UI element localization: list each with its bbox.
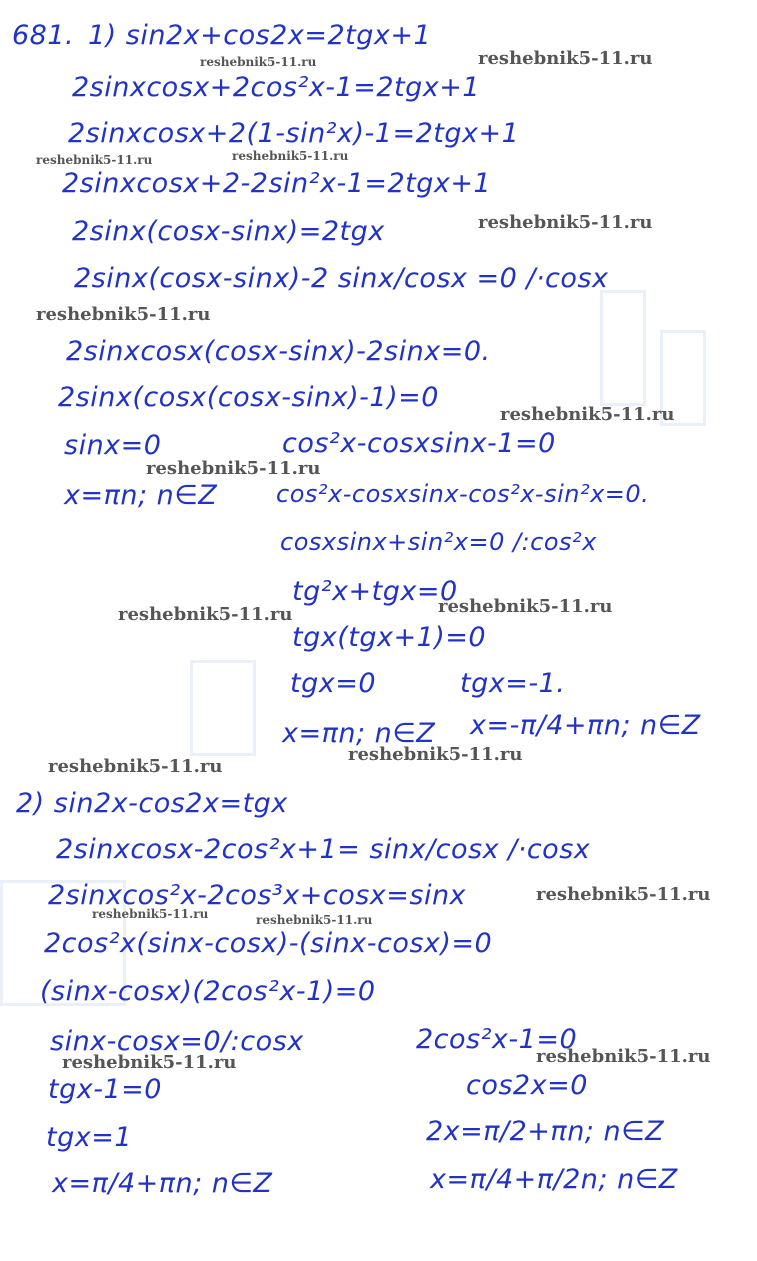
part2-line: sinx-cosx=0/:cosx <box>50 1026 304 1057</box>
watermark: reshebnik5-11.ru <box>36 153 153 167</box>
part1-line: tgx(tgx+1)=0 <box>292 622 487 653</box>
watermark: reshebnik5-11.ru <box>118 604 293 625</box>
part2-line: 2) sin2x-cos2x=tgx <box>16 788 288 819</box>
part2-line: x=π/4+πn; n∈Z <box>52 1168 273 1199</box>
part1-line: 2sinxcosx+2cos²x-1=2tgx+1 <box>72 72 481 103</box>
part2-line: 2sinxcos²x-2cos³x+cosx=sinx <box>48 880 467 911</box>
part1-line: tgx=0 <box>290 668 377 699</box>
watermark: reshebnik5-11.ru <box>478 212 653 233</box>
part1-line: 2sinx(cosx(cosx-sinx)-1)=0 <box>58 382 439 413</box>
part2-line: tgx=1 <box>46 1122 133 1153</box>
background-texture <box>190 660 256 756</box>
part1-line: cos²x-cosxsinx-cos²x-sin²x=0. <box>276 480 650 508</box>
watermark: reshebnik5-11.ru <box>92 907 209 921</box>
watermark: reshebnik5-11.ru <box>62 1052 237 1073</box>
watermark: reshebnik5-11.ru <box>536 884 711 905</box>
watermark: reshebnik5-11.ru <box>478 48 653 69</box>
problem-number: 681. <box>12 20 75 51</box>
part1-line: cosxsinx+sin²x=0 /:cos²x <box>280 528 597 556</box>
watermark: reshebnik5-11.ru <box>500 404 675 425</box>
watermark: reshebnik5-11.ru <box>232 149 349 163</box>
watermark: reshebnik5-11.ru <box>48 756 223 777</box>
watermark: reshebnik5-11.ru <box>256 913 373 927</box>
background-texture <box>600 290 646 406</box>
part2-line: (sinx-cosx)(2cos²x-1)=0 <box>40 976 376 1007</box>
watermark: reshebnik5-11.ru <box>146 458 321 479</box>
watermark: reshebnik5-11.ru <box>348 744 523 765</box>
part2-line: 2cos²x-1=0 <box>416 1024 578 1055</box>
part1-line: x=πn; n∈Z <box>282 718 436 749</box>
part2-line: cos2x=0 <box>466 1070 588 1101</box>
part1-line: 2sinxcosx(cosx-sinx)-2sinx=0. <box>66 336 491 367</box>
part2-line: tgx-1=0 <box>48 1074 162 1105</box>
watermark: reshebnik5-11.ru <box>438 596 613 617</box>
watermark: reshebnik5-11.ru <box>36 304 211 325</box>
part1-line: x=-π/4+πn; n∈Z <box>470 710 701 741</box>
part1-line: x=πn; n∈Z <box>64 480 218 511</box>
watermark: reshebnik5-11.ru <box>536 1046 711 1067</box>
part1-line: 1) sin2x+cos2x=2tgx+1 <box>88 20 432 51</box>
part1-line: 2sinxcosx+2(1-sin²x)-1=2tgx+1 <box>68 118 520 149</box>
part2-line: 2cos²x(sinx-cosx)-(sinx-cosx)=0 <box>44 928 493 959</box>
part1-line: tgx=-1. <box>460 668 566 699</box>
part2-line: 2sinxcosx-2cos²x+1= sinx/cosx /·cosx <box>56 834 591 865</box>
watermark: reshebnik5-11.ru <box>200 55 317 69</box>
part2-line: 2x=π/2+πn; n∈Z <box>426 1116 665 1147</box>
part1-line: 2sinxcosx+2-2sin²x-1=2tgx+1 <box>62 168 492 199</box>
part1-line: 2sinx(cosx-sinx)=2tgx <box>72 216 385 247</box>
part1-line: cos²x-cosxsinx-1=0 <box>282 428 556 459</box>
part2-line: x=π/4+π/2n; n∈Z <box>430 1164 678 1195</box>
part1-line: sinx=0 <box>64 430 162 461</box>
part1-line: tg²x+tgx=0 <box>292 576 458 607</box>
part1-line: 2sinx(cosx-sinx)-2 sinx/cosx =0 /·cosx <box>74 263 609 294</box>
